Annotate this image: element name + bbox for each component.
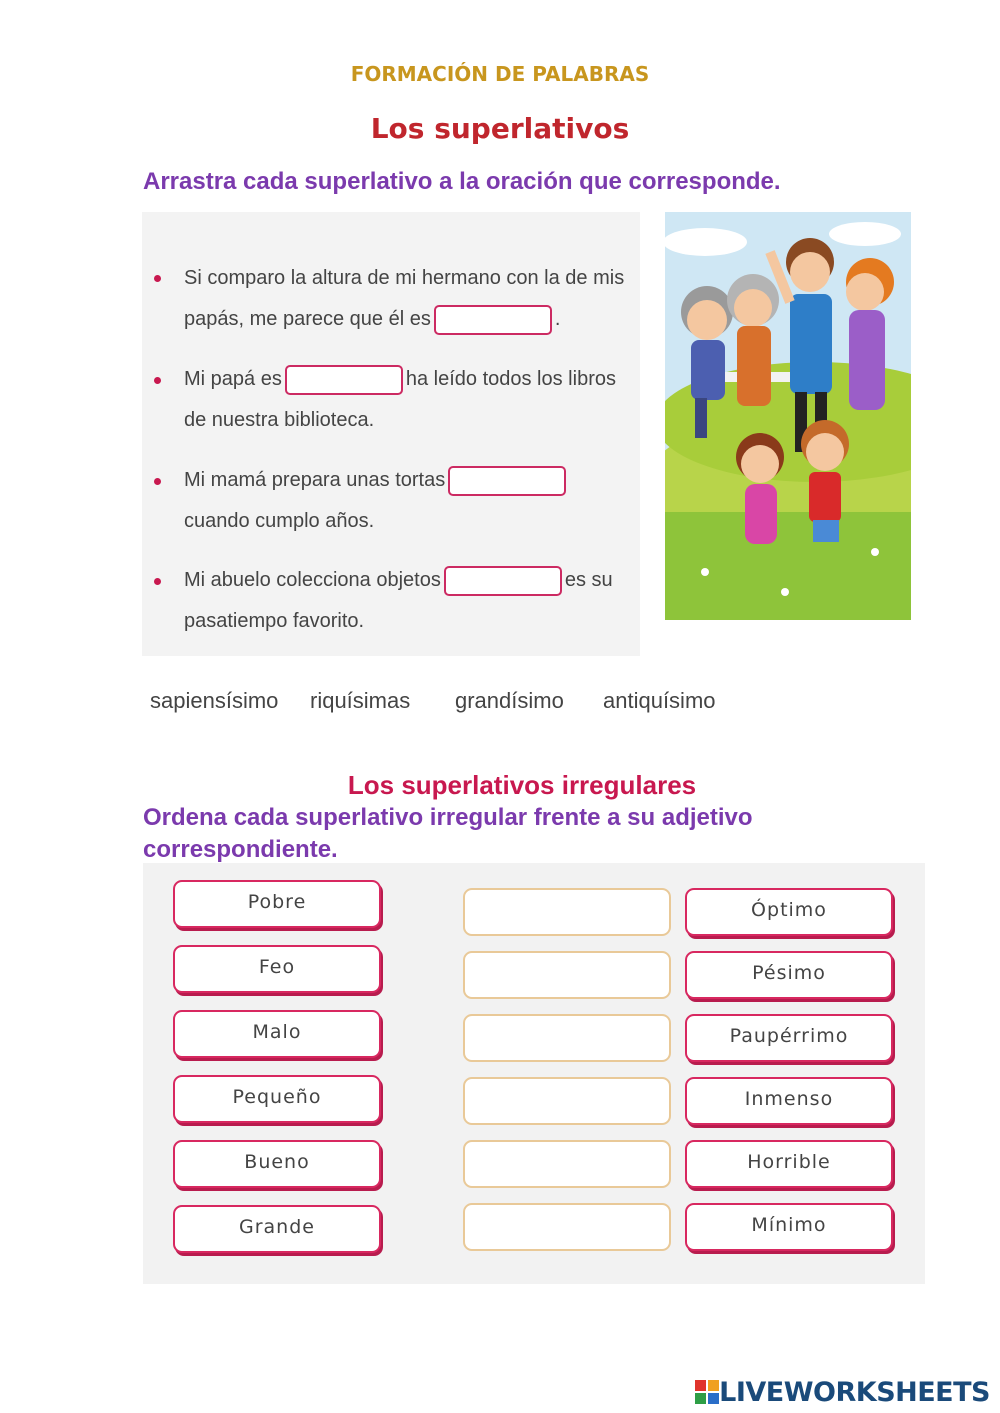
adjective-box: Grande <box>173 1205 381 1253</box>
sentences-panel <box>142 212 640 656</box>
worksheet-heading: FORMACIÓN DE PALABRAS <box>350 62 650 86</box>
page-title: Los superlativos <box>370 112 630 145</box>
family-illustration <box>665 212 911 620</box>
answer-drop-box[interactable] <box>463 1014 671 1062</box>
superlative-draggable[interactable]: Inmenso <box>685 1077 893 1125</box>
word-bank-item[interactable]: riquísimas <box>310 688 411 713</box>
drop-blank-1[interactable] <box>434 305 552 335</box>
instruction-1: Arrastra cada superlativo a la oración que corresponde. <box>143 168 781 195</box>
word-bank-item[interactable]: grandísimo <box>455 688 564 713</box>
sentence-4: Mi abuelo colecciona objetos es su pasatiempo favorito. <box>184 560 634 642</box>
instruction-2: Ordena cada superlativo irregular frente a su adjetivo correspondiente. <box>143 804 753 863</box>
answer-drop-box[interactable] <box>463 1203 671 1251</box>
adjective-box: Malo <box>173 1010 381 1058</box>
adjective-box: Bueno <box>173 1140 381 1188</box>
sentence-2: Mi papá es ha leído todos los libros de nuestra biblioteca. <box>184 359 634 441</box>
bullet-icon <box>154 377 161 384</box>
answer-drop-box[interactable] <box>463 951 671 999</box>
drop-blank-4[interactable] <box>444 566 562 596</box>
logo-icon <box>695 1380 719 1404</box>
sentence-3: Mi mamá prepara unas tortas cuando cumplo años. <box>184 460 634 542</box>
logo-text: LIVEWORKSHEETS <box>719 1376 990 1408</box>
adjective-box: Pobre <box>173 880 381 928</box>
answer-drop-box[interactable] <box>463 1140 671 1188</box>
matching-panel <box>143 863 925 1284</box>
answer-drop-box[interactable] <box>463 1077 671 1125</box>
superlative-draggable[interactable]: Óptimo <box>685 888 893 936</box>
word-bank-item[interactable]: antiquísimo <box>603 688 716 713</box>
bullet-icon <box>154 275 161 282</box>
answer-drop-box[interactable] <box>463 888 671 936</box>
liveworksheets-logo <box>695 1376 990 1408</box>
drop-blank-2[interactable] <box>285 365 403 395</box>
sentence-1: Si comparo la altura de mi hermano con la de mis papás, me parece que él es . <box>184 258 634 340</box>
adjective-box: Feo <box>173 945 381 993</box>
section-2-title: Los superlativos irregulares <box>347 770 697 800</box>
superlative-draggable[interactable]: Pésimo <box>685 951 893 999</box>
word-bank-item[interactable]: sapiensísimo <box>150 688 279 713</box>
superlative-draggable[interactable]: Mínimo <box>685 1203 893 1251</box>
drop-blank-3[interactable] <box>448 466 566 496</box>
superlative-draggable[interactable]: Horrible <box>685 1140 893 1188</box>
superlative-draggable[interactable]: Paupérrimo <box>685 1014 893 1062</box>
adjective-box: Pequeño <box>173 1075 381 1123</box>
bullet-icon <box>154 478 161 485</box>
bullet-icon <box>154 578 161 585</box>
